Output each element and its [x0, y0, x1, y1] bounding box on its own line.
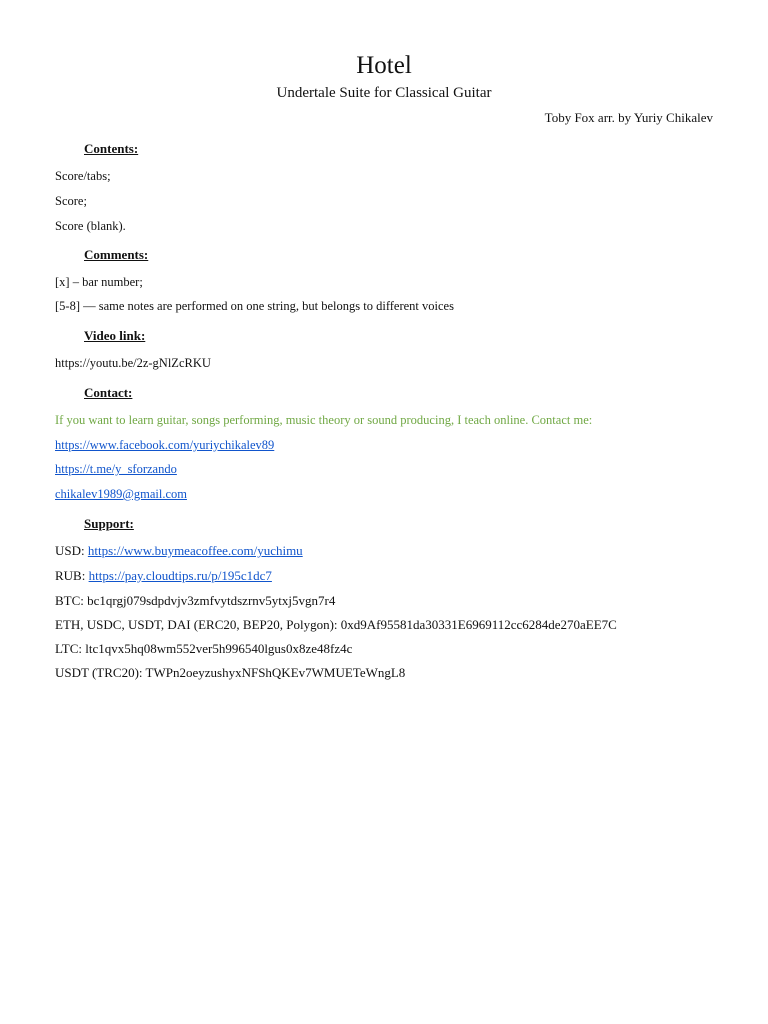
comments-heading: Comments: [84, 247, 149, 262]
support-btc-line: BTC: bc1qrgj079sdpdvjv3zmfvytdszrnv5ytxj5vgn7r4 [55, 593, 336, 608]
video-link-heading: Video link: [84, 328, 146, 343]
contents-item-score-tabs: Score/tabs; [55, 169, 111, 183]
rub-label: RUB: [55, 568, 89, 583]
support-eth-line: ETH, USDC, USDT, DAI (ERC20, BEP20, Polygon): 0xd9Af95581da30331E6969112cc6284de270aEE7C [55, 617, 617, 632]
author-line: Toby Fox arr. by Yuriy Chikalev [544, 110, 713, 125]
support-rub-line [55, 567, 272, 585]
usd-label: USD: [55, 543, 88, 558]
video-url: https://youtu.be/2z-gNlZcRKU [55, 356, 211, 370]
support-heading: Support: [84, 516, 134, 531]
support-usd-line [55, 542, 303, 560]
teaching-promo-text: If you want to learn guitar, songs performing, music theory or sound producing, I teach online. Contact me: [55, 413, 593, 427]
support-ltc-line: LTC: ltc1qvx5hq08wm552ver5h996540lgus0x8ze48fz4c [55, 641, 353, 656]
contents-heading: Contents: [84, 141, 139, 156]
telegram-link[interactable]: https://t.me/y_sforzando [55, 462, 177, 476]
cloudtips-link[interactable]: https://pay.cloudtips.ru/p/195c1dc7 [88, 568, 272, 583]
support-usdt-trc20-line: USDT (TRC20): TWPn2oeyzushyxNFShQKEv7WMUETeWngL8 [55, 665, 406, 680]
facebook-link-line [55, 436, 274, 454]
comment-bar-number: [x] – bar number; [55, 275, 143, 289]
comment-same-string: [5-8] — same notes are performed on one string, but belongs to different voices [55, 299, 454, 313]
contents-item-score: Score; [55, 194, 87, 208]
telegram-link-line [55, 460, 177, 478]
document-title: Hotel [356, 52, 412, 79]
contact-heading: Contact: [84, 385, 133, 400]
facebook-link[interactable]: https://www.facebook.com/yuriychikalev89 [55, 438, 275, 452]
contents-item-score-blank: Score (blank). [55, 219, 126, 233]
document-subtitle: Undertale Suite for Classical Guitar [276, 85, 492, 101]
email-link[interactable]: chikalev1989@gmail.com [55, 487, 187, 501]
buymeacoffee-link[interactable]: https://www.buymeacoffee.com/yuchimu [87, 543, 303, 558]
email-link-line [55, 485, 187, 503]
